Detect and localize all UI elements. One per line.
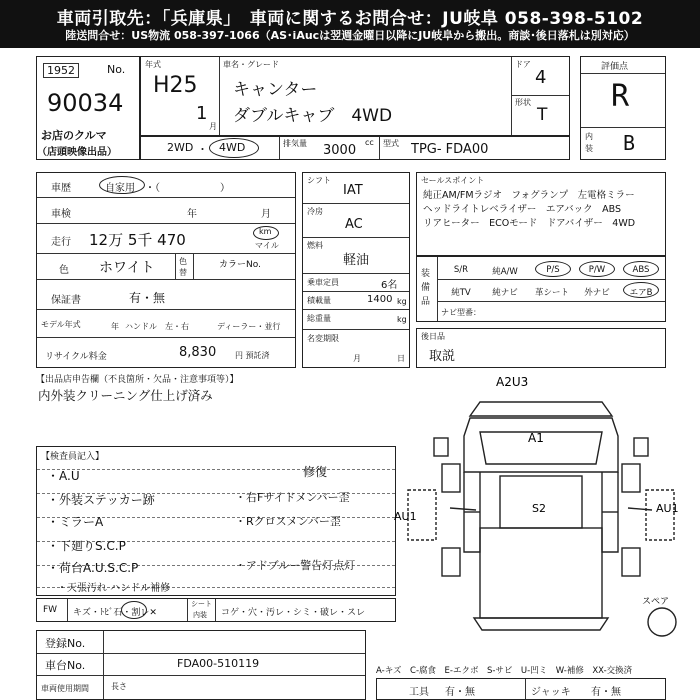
- fw-divider-2: [187, 599, 188, 621]
- shape-label: 形状: [515, 98, 531, 107]
- history-line-4: [37, 279, 295, 280]
- fw-divider-3: [215, 599, 216, 621]
- capacity-value: 6名: [381, 280, 398, 291]
- model-year-unit: 年: [111, 322, 119, 331]
- sales-points-line1: 純正AM/FMラジオ フォグランプ 左電格ミラー: [423, 190, 635, 201]
- usage-mid: 長さ: [111, 682, 127, 691]
- model-grade: ダブルキャブ 4WD: [233, 106, 393, 126]
- model-divider: [219, 57, 220, 135]
- diagram-right-note: AU1: [656, 502, 679, 515]
- mileage-value: 12万 5千 470: [89, 231, 186, 249]
- equip-line-2: [437, 301, 665, 302]
- tools-box: [376, 678, 666, 700]
- header-line1: 車両引取先：「兵庫県」 車両に関するお問合せ：JU岐阜 058-398-5102: [56, 9, 644, 29]
- seat-value: コゲ・穴・汚レ・シミ・破レ・スレ: [221, 608, 366, 618]
- inspection-month: 月: [261, 209, 271, 220]
- diagram-side-panel-right: [646, 490, 674, 540]
- diagram-top-note: A2U3: [496, 375, 529, 389]
- displacement-value: 3000: [323, 143, 357, 158]
- inspector-left-2: ・外装ステッカー跡: [47, 493, 155, 507]
- warranty-value: 有・無: [129, 291, 166, 305]
- equip-sr: S/R: [453, 265, 469, 275]
- model-year-label: モデル年式: [41, 320, 81, 329]
- legend-line: A-キズ C-腐食 E-エクボ S-サビ U-凹ミ W-補修 XX-交換済: [376, 666, 633, 676]
- navi-label: ナビ型番：: [441, 308, 481, 317]
- spec-line-3: [303, 273, 409, 274]
- color-change-1: 色: [179, 257, 187, 266]
- equip-line-1: [437, 279, 665, 280]
- diagram-center-note: S2: [532, 502, 546, 515]
- later-value: 取説: [429, 349, 456, 364]
- model-name: キャンター: [233, 80, 318, 100]
- later-label: 後日品: [421, 332, 445, 341]
- score-divider: [581, 127, 665, 128]
- diagram-wheel-rr: [622, 548, 640, 576]
- spec-line-5: [303, 309, 409, 310]
- lot-label: No.: [107, 63, 126, 76]
- fuel-label: 燃料: [307, 241, 323, 250]
- spec-table: [302, 172, 410, 368]
- tools-value: 有・無: [445, 687, 475, 698]
- lot-number: 90034: [47, 89, 124, 117]
- gross-label: 総重量: [307, 314, 331, 323]
- inspector-left-5: ・荷台A.U.S.C.P: [47, 561, 139, 575]
- spec-line-4: [303, 291, 409, 292]
- equip-ext-navi: 外ナビ: [584, 288, 610, 298]
- lot-stamp: 1952: [43, 63, 79, 78]
- jack-label: ジャッキ: [531, 687, 571, 698]
- history-kind-value: 自家用: [105, 183, 135, 194]
- inspector-left-6: ・天張汚れ ハンドル補修: [57, 583, 171, 594]
- shop-car-sub: （店頭映像出品）: [37, 147, 117, 158]
- equip-pw: P/W: [588, 265, 606, 275]
- model-label: 車名・グレード: [223, 60, 279, 69]
- history-line-1: [37, 197, 295, 198]
- color-label: 色: [59, 265, 69, 276]
- door-divider: [511, 57, 512, 135]
- spare-tire: [648, 608, 676, 636]
- sales-points-line2: ヘッドライトレベライザー エアバック ABS: [423, 204, 622, 215]
- fuel-value: 軽油: [343, 253, 370, 268]
- history-kind-tail: ・（ ）: [145, 183, 230, 194]
- shape-value: T: [537, 105, 548, 125]
- diagram-arrow-left: [450, 508, 476, 510]
- diagram-wheel-fl: [442, 464, 460, 492]
- history-line-5: [37, 309, 295, 310]
- history-kind-label: 車歴: [51, 183, 71, 194]
- registration-box: [36, 630, 366, 700]
- history-line-2: [37, 223, 295, 224]
- displacement-divider: [379, 137, 380, 159]
- displacement-unit: cc: [365, 138, 374, 147]
- inspector-right-1: 修復: [303, 465, 328, 479]
- equip-ps: P/S: [546, 265, 560, 275]
- handle-options: ハンドル 左・右: [125, 322, 189, 331]
- door-label: ドア: [515, 60, 531, 69]
- fw-divider-1: [67, 599, 68, 621]
- ac-value: AC: [345, 217, 363, 232]
- tools-label: 工具: [409, 687, 429, 698]
- sales-points-label: セールスポイント: [421, 176, 485, 185]
- reg-month: 月: [353, 354, 361, 363]
- mileage-unit-km: km: [259, 227, 272, 236]
- spec-line-6: [303, 329, 409, 330]
- header-line2: 陸送問合せ：US物流 058-397-1066（AS･iAucは翌週金曜日以降にJU岐阜から搬出。商談･後日落札は別対応）: [65, 29, 635, 42]
- load-label: 積載量: [307, 296, 331, 305]
- car-diagram: [394, 372, 700, 636]
- chassis-label: 車台No.: [45, 659, 86, 672]
- displacement-label: 排気量: [283, 139, 307, 148]
- equipment-label: 装備品: [421, 269, 431, 307]
- door-value: 4: [535, 67, 547, 88]
- load-unit: kg: [397, 297, 407, 306]
- year-month-label: 月: [209, 122, 217, 131]
- inspector-left-1: ・A.U: [47, 469, 80, 483]
- type-value: TPG- FDA00: [411, 142, 489, 157]
- inspection-year: 年: [187, 209, 197, 220]
- color-value: ホワイト: [99, 260, 155, 276]
- gross-unit: kg: [397, 315, 407, 324]
- year-month: 1: [196, 103, 208, 124]
- reg-line-2: [37, 675, 365, 676]
- interior-label-2: 装: [585, 144, 593, 153]
- later-items-box: [416, 328, 666, 368]
- inspector-box: [36, 446, 396, 596]
- reg-line-1: [37, 653, 365, 654]
- equip-navi: 純ナビ: [492, 288, 518, 298]
- color-no-label: カラーNo.: [219, 260, 261, 270]
- inspector-right-2: ・右Fサイドメンバー歪: [235, 491, 350, 504]
- diagram-wheel-rl: [442, 548, 460, 576]
- inspector-right-4: ・アドブルー警告灯点灯: [235, 559, 356, 572]
- shop-car: お店のクルマ: [41, 129, 107, 142]
- diagram-rear-bumper: [474, 618, 608, 630]
- diagram-front-bumper: [470, 402, 612, 416]
- shape-divider: [511, 95, 569, 96]
- drive-opt2: 4WD: [219, 141, 246, 154]
- score-label: 評価点: [601, 62, 629, 72]
- diagram-mid-note: A1: [528, 431, 544, 445]
- equip-abs: ABS: [632, 265, 650, 275]
- mileage-label: 走行: [51, 237, 71, 248]
- score-value: R: [611, 79, 630, 114]
- recycle-unit: 円 預託済: [235, 351, 270, 360]
- sales-points-box: [416, 172, 666, 256]
- equip-tv: 純TV: [451, 288, 471, 298]
- diagram-mirror-right: [634, 438, 648, 456]
- diagram-wheel-fr: [622, 464, 640, 492]
- remarks-label: 【出品店申告欄（不良箇所・欠品・注意事項等）】: [36, 375, 239, 385]
- seat-label-2: 内装: [193, 611, 207, 619]
- history-table: [36, 172, 296, 368]
- jack-value: 有・無: [591, 687, 621, 698]
- equip-aw: 純A/W: [492, 267, 518, 277]
- diagram-arrow-right: [628, 508, 652, 510]
- history-line-3: [37, 253, 295, 254]
- inspector-left-4: ・下廻りS.C.P: [47, 539, 126, 553]
- drive-opt1: 2WD: [167, 141, 194, 154]
- reg-label: 名変期限: [307, 334, 339, 343]
- drive-box: [140, 136, 570, 160]
- spec-line-2: [303, 237, 409, 238]
- history-line-6: [37, 337, 295, 338]
- dealer-options: ディーラー・並行: [217, 322, 281, 331]
- recycle-label: リサイクル料金: [45, 352, 107, 362]
- ac-label: 冷房: [307, 207, 323, 216]
- inspector-left-3: ・ミラーA: [47, 515, 104, 529]
- interior-value: B: [623, 131, 636, 155]
- fw-row: [36, 598, 396, 622]
- year-era: H25: [153, 73, 198, 98]
- model-box: [140, 56, 570, 136]
- seat-label-1: シート: [191, 600, 212, 608]
- sales-points-line3: リアヒーター ECOモード ドアバイザー 4WD: [423, 218, 636, 229]
- inspector-right-3: ・Rクロスメンバー歪: [235, 515, 341, 528]
- equip-airbag: エアB: [629, 288, 653, 298]
- usage-label: 車両使用期間: [41, 684, 89, 693]
- tools-divider: [525, 679, 526, 699]
- warranty-label: 保証書: [51, 295, 81, 306]
- drive-sep: ・: [197, 143, 208, 156]
- equipment-box: [416, 256, 666, 322]
- diagram-left-note: AU1: [394, 510, 417, 523]
- color-divider-1: [175, 253, 176, 279]
- score-label-line: [581, 73, 665, 74]
- inspection-label: 車検: [51, 209, 71, 220]
- inspector-label: 【検査員記入】: [41, 452, 105, 462]
- equipment-divider: [437, 257, 438, 321]
- spec-line-1: [303, 203, 409, 204]
- reg-day: 日: [397, 354, 405, 363]
- interior-label-1: 内: [585, 132, 593, 141]
- type-label: 型式: [383, 139, 399, 148]
- color-change-2: 替: [179, 268, 187, 277]
- shift-value: IAT: [343, 183, 363, 198]
- header-banner: [0, 0, 700, 48]
- load-value: 1400: [367, 294, 393, 305]
- fw-label: FW: [43, 605, 58, 615]
- diagram-spare-label: スペア: [642, 597, 670, 607]
- fw-value: キズ・ﾄﾋﾞ石・割レ✕: [73, 608, 157, 618]
- reg-no-label: 登録No.: [45, 637, 86, 650]
- chassis-value: FDA00-510119: [177, 657, 260, 670]
- diagram-mirror-left: [434, 438, 448, 456]
- color-divider-2: [193, 253, 194, 279]
- inspector-rule-1: [37, 469, 395, 470]
- year-label: 年式: [145, 60, 161, 69]
- capacity-label: 乗車定員: [307, 278, 339, 287]
- mileage-unit-mile: マイル: [255, 241, 279, 250]
- reg-divider-1: [103, 631, 104, 699]
- lot-box: [36, 56, 140, 160]
- equip-leather: 革シート: [534, 288, 569, 298]
- remarks-value: 内外装クリーニング仕上げ済み: [38, 388, 213, 403]
- shift-label: シフト: [307, 176, 331, 185]
- drive-divider: [279, 137, 280, 159]
- diagram-bed: [480, 528, 602, 618]
- recycle-value: 8,830: [179, 345, 217, 360]
- score-box: [580, 56, 666, 160]
